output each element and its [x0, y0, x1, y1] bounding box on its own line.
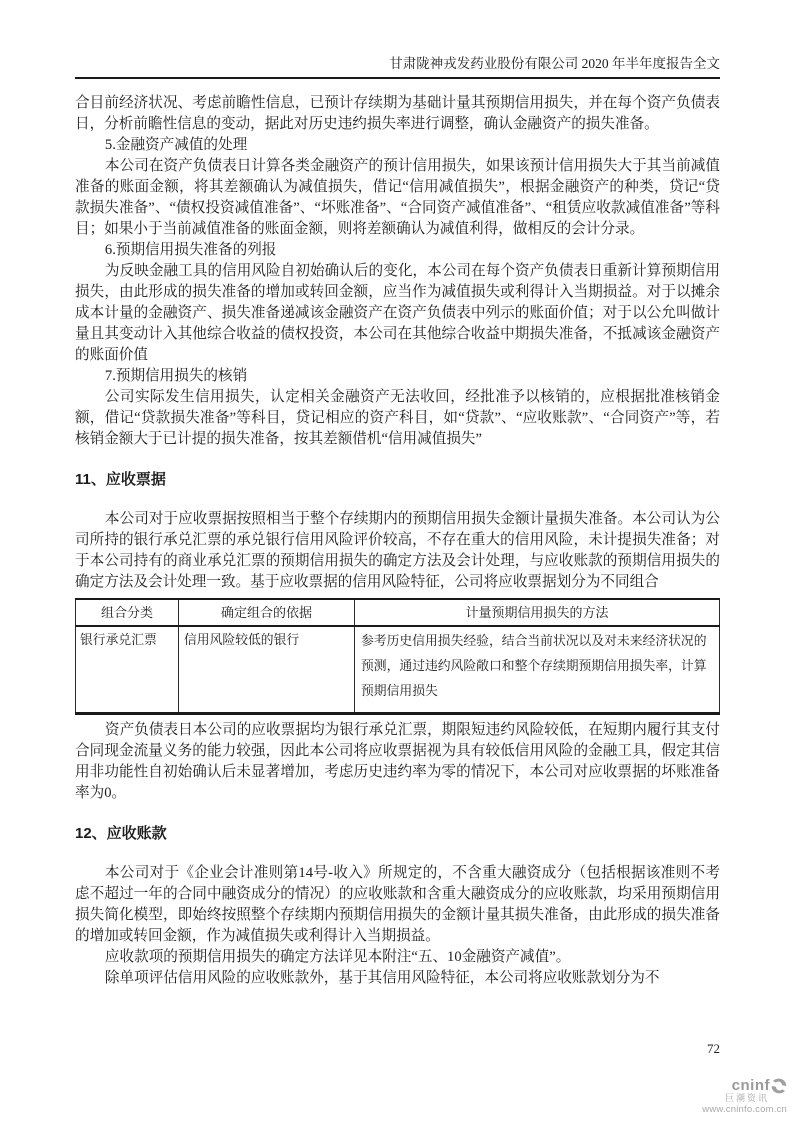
paragraph-continuation: 合目前经济状况、考虑前瞻性信息，已预计存续期为基础计量其预期信用损失，并在每个资产负债表日，分析前瞻性信息的变动，据此对历史违约损失率进行调整，确认金融资产的损失准备。: [75, 95, 720, 132]
column-header-basis: 确定组合的依据: [179, 599, 355, 626]
document-body: [75, 93, 720, 989]
section-11-paragraph-1: 本公司对于应收票据按照相当于整个存续期内的预期信用损失金额计量损失准备。本公司认为公司所持的银行承兑汇票的承兑银行信用风险评价较高，不存在重大的信用风险，未计提损失准备；对于本公司持有的商业承兑汇票的预期信用损失的确定方法及会计处理，与应收账款的预期信用损失的确定方法及会计处理一致。基于应收票据的信用风险特征，公司将应收票据划分为不同组合: [75, 511, 720, 590]
section-11-heading: 11、应收票据: [75, 471, 166, 488]
cninfo-logo-brand-row: [701, 1078, 787, 1094]
table-header-row: [76, 599, 720, 626]
item6-title: 6.预期信用损失准备的列报: [104, 242, 277, 258]
section-12-paragraph-2: 应收款项的预期信用损失的确定方法详见本附注“五、10金融资产减值”。: [104, 949, 571, 965]
column-header-portfolio-type: 组合分类: [76, 599, 179, 626]
report-title: 甘肃陇神戎发药业股份有限公司 2020 年半年度报告全文: [389, 56, 720, 71]
cninfo-logo: [701, 1078, 787, 1116]
table-row: [76, 626, 720, 714]
receivables-portfolio-table: [75, 598, 720, 715]
cninfo-chinese-name: 巨潮资讯: [724, 1093, 769, 1103]
cninfo-brand-text: cninf: [731, 1077, 770, 1094]
page-number: 72: [707, 1041, 720, 1056]
item6-body: 为反映金融工具的信用风险自初始确认后的变化，本公司在每个资产负债表日重新计算预期信用损失，由此形成的损失准备的增加或转回金额，应当作为减值损失或利得计入当期损益。对于以摊余成本计量的金融资产、损失准备递减该金融资产在资产负债表中列示的账面价值；对于以公允叫做计量且其变动计入其他综合收益的债权投资，本公司在其他综合收益中期损失准备，不抵减该金融资产的账面价值: [75, 263, 720, 363]
cninfo-url: www.cninfo.com.cn: [702, 1104, 787, 1115]
page-header: [75, 54, 720, 79]
item5-body: 本公司在资产负债表日计算各类金融资产的预计信用损失，如果该预计信用损失大于其当前减值准备的账面金额，将其差额确认为减值损失，借记“信用减值损失”，根据金融资产的种类，贷记“贷款损失准备”、“债权投资减值准备”、“坏账准备”、“合同资产减值准备”、“租赁应收款减值准备”等科目；如果小于当前减值准备的账面金额，则将差额确认为减值利得，做相反的会计分录。: [75, 158, 720, 237]
item5-title: 5.金融资产减值的处理: [104, 137, 248, 153]
section-11-paragraph-2: 资产负债表日本公司的应收票据均为银行承兑汇票，期限短违约风险较低，在短期内履行其支付合同现金流量义务的能力较强，因此本公司将应收票据视为具有较低信用风险的金融工具，假定其信用非功能性自初始确认后未显著增加，考虑历史违约率为零的情况下，本公司对应收票据的坏账准备率为0。: [75, 722, 720, 801]
cell-method: 参考历史信用损失经验，结合当前状况以及对未来经济状况的预测，通过违约风险敞口和整个存续期预期信用损失率，计算预期信用损失: [355, 626, 720, 714]
cell-basis: 信用风险较低的银行: [179, 626, 355, 714]
item7-title: 7.预期信用损失的核销: [104, 368, 248, 384]
section-12-paragraph-1: 本公司对于《企业会计准则第14号-收入》所规定的，不含重大融资成分（包括根据该准则不考虑不超过一年的合同中融资成分的情况）的应收账款和含重大融资成分的应收账款，均采用预期信用损失简化模型，即始终按照整个存续期内预期信用损失的金额计量其损失准备，由此形成的损失准备的增加或转回金额，作为减值损失或利得计入当期损益。: [75, 865, 720, 944]
cninfo-swirl-icon: [771, 1078, 787, 1094]
cell-portfolio-type: 银行承兑汇票: [76, 626, 179, 714]
item7-body: 公司实际发生信用损失，认定相关金融资产无法收回，经批准予以核销的，应根据批准核销金额，借记“贷款损失准备”等科目，贷记相应的资产科目，如“贷款”、“应收账款”、“合同资产”等，若核销金额大于已计提的损失准备，按其差额借机“信用减值损失”: [75, 389, 720, 447]
section-12-paragraph-3: 除单项评估信用风险的应收账款外，基于其信用风险特征，本公司将应收账款划分为不: [104, 970, 660, 986]
column-header-method: 计量预期信用损失的方法: [355, 599, 720, 626]
section-12-heading: 12、应收账款: [75, 825, 167, 842]
